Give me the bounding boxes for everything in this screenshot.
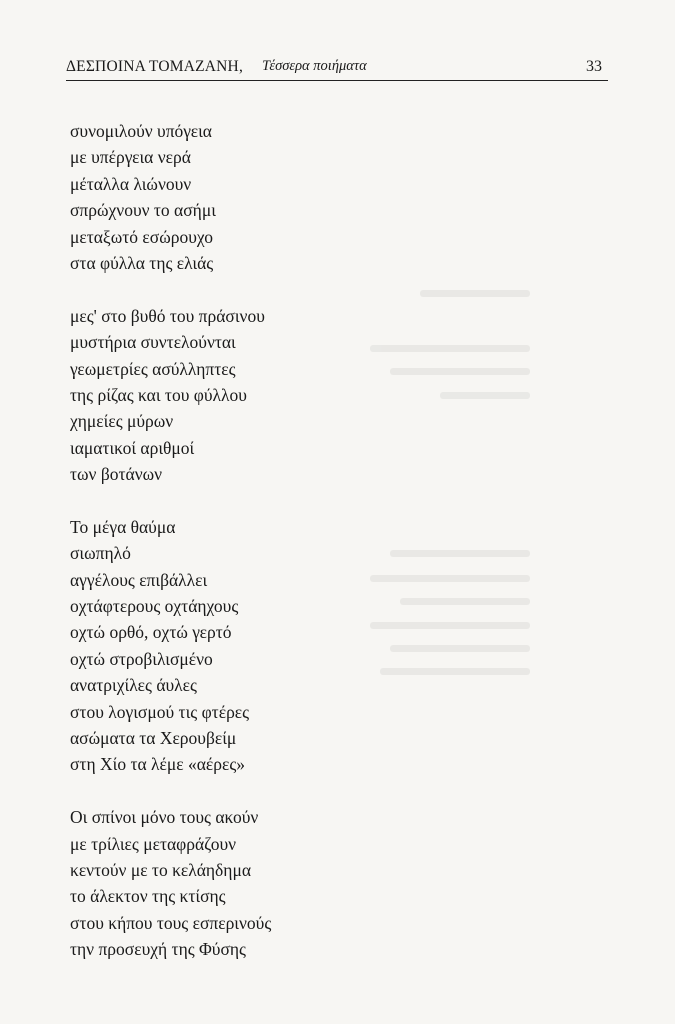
header-author: ΔΕΣΠΟΙΝΑ ΤΟΜΑΖΑΝΗ, [66,58,244,75]
poem-line: ασώματα τα Χερουβείμ [70,727,237,748]
poem-line: στα φύλλα της ελιάς [70,252,214,273]
poem-line: σπρώχνουν το ασήμι [70,200,216,221]
poem-stanza [70,804,370,962]
poem-line: κεντούν με το κελάηδημα [70,859,251,880]
poem-line: Οι σπίνοι μόνο τους ακούν [70,807,259,828]
poem-line: χημείες μύρων [70,411,174,432]
poem-line: ιαματικοί αριθμοί [70,437,195,458]
poem-line: μυστήρια συντελούνται [70,332,236,353]
poem-stanza [70,514,370,778]
poem-line: μέταλλα λιώνουν [70,173,192,194]
poem-line: μεταξωτό εσώρουχο [70,226,213,247]
poem-line: μες' στο βυθό του πράσινου [70,305,265,326]
poem-line: οχτώ ορθό, οχτώ γερτό [70,622,232,643]
poem-stanza [70,303,370,488]
show-through-text [330,140,630,840]
poem-line: των βοτάνων [70,464,163,485]
poem-line: στου κήπου τους εσπερινούς [70,912,272,933]
poem-body [70,118,370,989]
poem-line: σιωπηλό [70,543,131,564]
header-title: Τέσσερα ποιήματα [262,58,367,74]
poem-line: στη Χίο τα λέμε «αέρες» [70,754,246,775]
header-rule [66,80,608,81]
poem-line: ανατριχίλες άυλες [70,675,197,696]
poem-line: συνομιλούν υπόγεια [70,121,212,141]
poem-line: με υπέργεια νερά [70,147,191,168]
poem-line: το άλεκτον της κτίσης [70,886,226,907]
poem-line: στου λογισμού τις φτέρες [70,701,250,722]
poem-line: Το μέγα θαύμα [70,516,176,537]
poem-line: με τρίλιες μεταφράζουν [70,833,237,854]
poem-line: γεωμετρίες ασύλληπτες [70,358,236,379]
page-number: 33 [586,58,602,75]
poem-line: οχτώ στροβιλισμένο [70,648,213,669]
poem-stanza [70,118,370,276]
poem-line: οχτάφτερους οχτάηχους [70,596,239,617]
running-header [66,58,608,82]
poem-line: την προσευχή της Φύσης [70,939,246,960]
poem-line: της ρίζας και του φύλλου [70,384,247,405]
poem-line: αγγέλους επιβάλλει [70,569,208,590]
